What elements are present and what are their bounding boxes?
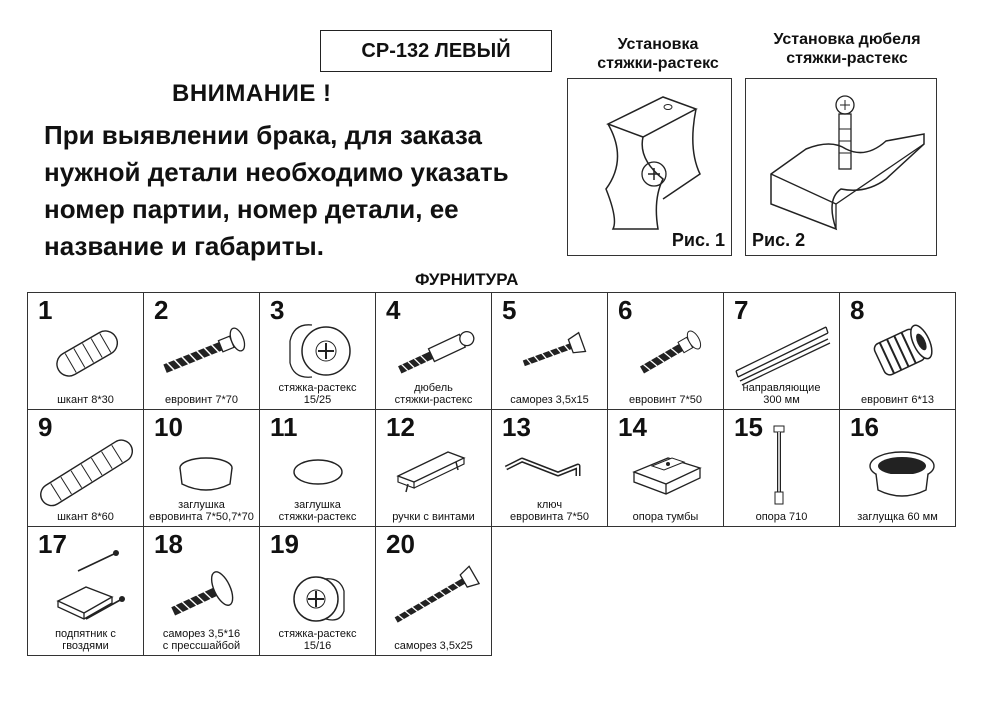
part-caption-line: заглушка bbox=[294, 499, 341, 511]
part-caption-line: евровинт 7*70 bbox=[165, 394, 238, 406]
part-caption-line: евровинт 6*13 bbox=[861, 394, 934, 406]
part-cell bbox=[607, 292, 724, 410]
part-caption-line: саморез 3,5х25 bbox=[394, 640, 473, 652]
part-caption bbox=[842, 511, 953, 523]
part-caption bbox=[30, 394, 141, 406]
part-caption-line: саморез 3,5х15 bbox=[510, 394, 589, 406]
threaded-insert-icon bbox=[840, 293, 955, 408]
part-number: 17 bbox=[38, 529, 67, 559]
part-number: 6 bbox=[618, 295, 633, 325]
part-cell bbox=[375, 292, 492, 410]
part-caption-line: 15/16 bbox=[303, 640, 332, 652]
figure-1-box bbox=[567, 78, 732, 256]
cam-lock-small-icon bbox=[260, 527, 375, 642]
part-cell bbox=[839, 292, 956, 410]
part-caption bbox=[726, 382, 837, 406]
part-number: 20 bbox=[386, 529, 415, 559]
part-caption-line: с прессшайбой bbox=[162, 640, 241, 652]
model-code-text: СР-132 ЛЕВЫЙ bbox=[361, 39, 511, 62]
handle-icon bbox=[376, 410, 491, 525]
part-number: 11 bbox=[270, 412, 298, 442]
part-caption-line: заглушка bbox=[178, 499, 225, 511]
part-caption bbox=[726, 511, 837, 523]
furniture-heading: ФУРНИТУРА bbox=[415, 270, 519, 289]
figure-1-caption: Рис. 1 bbox=[671, 230, 725, 250]
part-number: 4 bbox=[386, 295, 401, 325]
part-caption bbox=[378, 640, 489, 652]
part-caption-line: 15/25 bbox=[303, 394, 332, 406]
part-caption-line: опора тумбы bbox=[632, 511, 699, 523]
part-number: 5 bbox=[502, 295, 517, 325]
part-number: 14 bbox=[618, 412, 647, 442]
part-caption-line: 300 мм bbox=[763, 394, 800, 406]
part-cell bbox=[723, 409, 840, 527]
part-number: 15 bbox=[734, 412, 763, 442]
part-cell bbox=[607, 409, 724, 527]
part-cell bbox=[27, 526, 144, 656]
part-caption bbox=[262, 628, 373, 652]
dowel-install-illustration bbox=[746, 79, 936, 255]
part-cell bbox=[259, 409, 376, 527]
part-caption-line: стяжки-растекс bbox=[394, 394, 473, 406]
model-code bbox=[320, 30, 552, 72]
part-caption bbox=[610, 511, 721, 523]
figure-2-title bbox=[752, 30, 942, 68]
part-cell bbox=[723, 292, 840, 410]
euroscrew-icon bbox=[144, 293, 259, 408]
notice-text bbox=[44, 117, 584, 265]
part-caption bbox=[610, 394, 721, 406]
part-cell bbox=[143, 409, 260, 527]
part-number: 9 bbox=[38, 412, 53, 442]
part-caption-line: ручки с винтами bbox=[392, 511, 475, 523]
washer-screw-icon bbox=[144, 527, 259, 642]
notice-line: При выявлении брака, для заказа bbox=[44, 120, 482, 150]
part-number: 10 bbox=[154, 412, 183, 442]
part-cell bbox=[143, 292, 260, 410]
part-caption bbox=[842, 394, 953, 406]
part-cell bbox=[259, 292, 376, 410]
cam-install-illustration bbox=[568, 79, 731, 255]
grommet-icon bbox=[840, 410, 955, 525]
figure-2-title-line: Установка дюбеля bbox=[773, 31, 921, 48]
part-caption-line: шкант 8*30 bbox=[57, 394, 114, 406]
part-number: 18 bbox=[154, 529, 183, 559]
notice-line: название и габариты. bbox=[44, 231, 324, 261]
figure-1-title-line: стяжки-растекс bbox=[597, 55, 719, 72]
part-number: 13 bbox=[502, 412, 531, 442]
part-caption bbox=[262, 499, 373, 523]
part-caption bbox=[146, 499, 257, 523]
figure-2-title-line: стяжки-растекс bbox=[786, 50, 908, 67]
part-caption-line: направляющие bbox=[742, 382, 821, 394]
part-number: 19 bbox=[270, 529, 299, 559]
part-caption-line: стяжка-растекс bbox=[278, 628, 357, 640]
part-caption bbox=[146, 628, 257, 652]
glide-with-nails-icon bbox=[28, 527, 143, 642]
part-number: 1 bbox=[38, 295, 53, 325]
dowel-short-icon bbox=[28, 293, 143, 408]
part-cell bbox=[143, 526, 260, 656]
attention-heading: ВНИМАНИЕ ! bbox=[172, 80, 332, 107]
part-caption-line: саморез 3,5*16 bbox=[162, 628, 241, 640]
part-caption-line: заглущка 60 мм bbox=[857, 511, 938, 523]
part-number: 8 bbox=[850, 295, 865, 325]
part-caption-line: евровинт 7*50 bbox=[629, 394, 702, 406]
wood-screw-icon bbox=[492, 293, 607, 408]
part-cell bbox=[375, 409, 492, 527]
part-caption bbox=[146, 394, 257, 406]
part-caption-line: гвоздями bbox=[62, 640, 109, 652]
notice-line: номер партии, номер детали, ее bbox=[44, 194, 459, 224]
part-caption bbox=[378, 511, 489, 523]
part-cell bbox=[375, 526, 492, 656]
part-caption bbox=[262, 382, 373, 406]
cabinet-support-icon bbox=[608, 410, 723, 525]
figure-2-box bbox=[745, 78, 937, 256]
part-cell bbox=[259, 526, 376, 656]
part-caption-line: дюбель bbox=[414, 382, 453, 394]
part-number: 2 bbox=[154, 295, 169, 325]
part-cell bbox=[27, 292, 144, 410]
euroscrew-short-icon bbox=[608, 293, 723, 408]
part-caption-line: стяжка-растекс bbox=[278, 382, 357, 394]
part-caption-line: шкант 8*60 bbox=[57, 511, 114, 523]
part-cell bbox=[491, 409, 608, 527]
part-caption bbox=[494, 499, 605, 523]
figure-1-title bbox=[578, 35, 738, 73]
part-caption bbox=[378, 382, 489, 406]
part-cell bbox=[491, 292, 608, 410]
long-screw-icon bbox=[376, 527, 491, 642]
part-number: 16 bbox=[850, 412, 879, 442]
part-cell bbox=[27, 409, 144, 527]
part-number: 7 bbox=[734, 295, 749, 325]
part-number: 12 bbox=[386, 412, 415, 442]
figure-2-caption: Рис. 2 bbox=[752, 230, 806, 250]
dowel-long-icon bbox=[28, 410, 143, 525]
part-caption-line: подпятник с bbox=[55, 628, 116, 640]
part-caption-line: евровинта 7*50 bbox=[510, 511, 589, 523]
part-caption-line: ключ bbox=[536, 499, 563, 511]
part-caption bbox=[494, 394, 605, 406]
leg-rod-icon bbox=[724, 410, 839, 525]
part-caption bbox=[30, 628, 141, 652]
part-number: 3 bbox=[270, 295, 285, 325]
part-caption bbox=[30, 511, 141, 523]
part-caption-line: евровинта 7*50,7*70 bbox=[149, 511, 254, 523]
notice-line: нужной детали необходимо указать bbox=[44, 157, 509, 187]
figure-1-title-line: Установка bbox=[617, 36, 699, 53]
part-caption-line: опора 710 bbox=[755, 511, 808, 523]
part-caption-line: стяжки-растекс bbox=[278, 511, 357, 523]
part-cell bbox=[839, 409, 956, 527]
